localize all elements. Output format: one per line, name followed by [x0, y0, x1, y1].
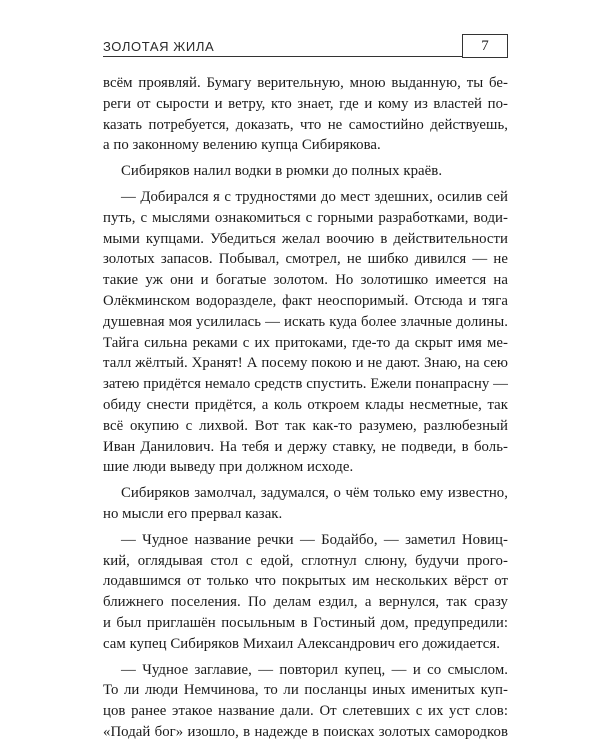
text-line: всём проявляй. Бумагу верительную, мною выданную, ты бе- — [103, 75, 508, 91]
text-line: — Чудное заглавие, — повторил купец, — и со смыслом. — [121, 661, 508, 678]
paragraph — [103, 483, 508, 525]
paragraph — [103, 73, 508, 156]
text-line: цов ранее этакое название дали. От слетевших с их уст слов: — [103, 703, 508, 720]
text-line: затею придётся немало средств спустить. Ежели понапрасну — — [103, 376, 508, 393]
text-line: а по законному велению купца Сибирякова. — [103, 137, 381, 154]
paragraph — [103, 530, 508, 655]
text-line: сам купец Сибиряков Михаил Александрович его дожидается. — [103, 635, 500, 652]
text-line: ближнего поселения. По делам ездил, а вернулся, так сразу — [103, 594, 508, 611]
running-title: ЗОЛОТАЯ ЖИЛА — [103, 39, 215, 54]
text-line: Олёкминском водоразделе, факт неоспоримый. Отсюда и тяга — [103, 292, 508, 309]
text-line: Сибиряков замолчал, задумался, о чём только ему известно, — [121, 485, 508, 502]
text-line: мыми купцами. Убедиться желал воочию в действительности — [103, 230, 508, 247]
text-line: Сибиряков налил водки в рюмки до полных краёв. — [121, 163, 443, 180]
text-line: но мысли его прервал казак. — [103, 505, 283, 522]
body-text — [103, 73, 508, 743]
text-line: такие уж они и богатые золотом. Но золотишко имеется на — [103, 272, 508, 289]
text-line: Тайга сильна реками с их притоками, где-то да скрыт имя ме- — [103, 334, 508, 351]
text-line: всё окупию с лихвой. Вот так как-то разумею, разлюбезный — [103, 417, 508, 434]
text-line: путь, с мыслями ознакомиться с горными разработками, води- — [103, 209, 508, 226]
text-line: талл жёлтый. Хранят! А посему покою и не дают. Знаю, на сею — [103, 355, 508, 372]
paragraph — [103, 187, 508, 478]
text-line: шие люди выведу при должном исходе. — [103, 459, 354, 476]
paragraph — [103, 161, 508, 182]
text-line: То ли люди Немчинова, то ли посланцы иных именитых куп- — [103, 682, 508, 699]
text-line: кий, оглядывая стол с едой, сглотнул слюну, будучи прого- — [103, 552, 508, 569]
running-head — [103, 34, 508, 60]
paragraph — [103, 660, 508, 743]
text-line: казать потребуется, доказать, что не самостийно действуешь, — [103, 116, 508, 133]
text-line: Иван Данилович. На тебя и держу ставку, не подведи, в боль- — [103, 438, 508, 455]
text-line: — Добирался я с трудностями до мест здешних, осилив сей — [121, 188, 508, 205]
text-line: золотых запасов. Побывал, смотрел, не шибко дивился — не — [103, 251, 508, 268]
text-line: реги от сырости и ветру, кто знает, где и кому из властей по- — [103, 95, 508, 112]
text-line: — Чудное название речки — Бодайбо, — заметил Новиц- — [121, 531, 508, 548]
text-line: лодавшимся от только что покрытых им нескольких вёрст от — [103, 573, 508, 590]
page-number: 7 — [462, 34, 508, 58]
text-line: и был приглашён посыльным в Гостиный дом, предупредили: — [103, 614, 508, 631]
text-line: обиду снести придётся, а коль откроем клады несметные, так — [103, 396, 508, 413]
text-line: «Подай бог» изошло, в надежде в поисках золотых самородков — [103, 723, 508, 740]
text-line: душевная моя усилилась — искать куда более злачные долины. — [103, 313, 508, 330]
header-rule — [103, 56, 463, 57]
